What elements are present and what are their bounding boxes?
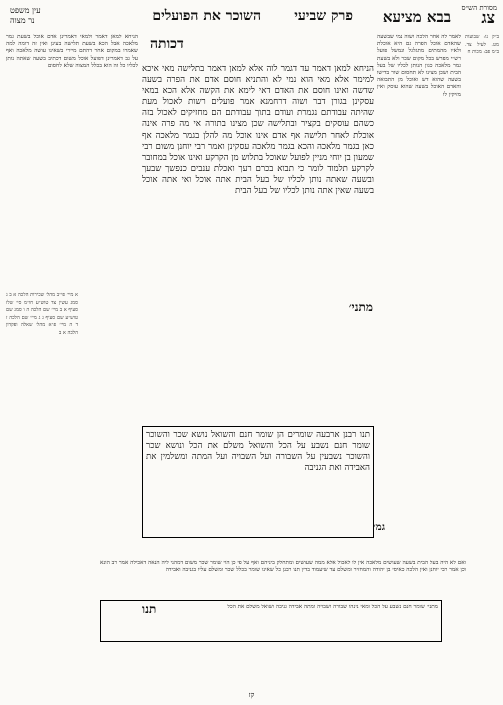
masoret-text: ב״ק נו: שבועות מט. לעיל צד. ב״מ פב: מכות ח — [465, 34, 499, 56]
chapter-number: פרק שביעי — [294, 8, 353, 24]
keyword-dibur: דכותה — [150, 36, 184, 52]
rashi-text: לאמר לה אחר הלכה ושוה נמי שבשעה שהאדם אוכל הפרה גם היא אוכלת ולאיו מהמתים מתגלגל ונמשל פועל רש״י מפרש בכל מקום שכר ולא בשעת גמר מלאכה כגון הנותן לכליו של בעל הבית ושכן מצינו לא תחסום שור בדישו בשעה שהוא דש ואוכל מן התבואה והאדם האוכל בשעה שהוא עוסק ואין מזיקין לו — [377, 34, 461, 98]
boxed-baraita-inner — [146, 430, 370, 534]
tosafot-column — [6, 34, 138, 284]
boxed-mishna-text: מתני׳ שומר חנם נשבע על הכל ומאי נינהו שבורה ושבויה ומתה אבידה גניבה ושואל משלם את הכל — [227, 604, 438, 610]
masoret-hashas-title: מסורת הש״ס — [461, 4, 497, 12]
lower-commentary-text: ואם לא היה בעל הבית בשעה שעושים מלאכה אין לו לאכול אלא ממה שעושים ומתחלק ביניהם ואף על פי כן הוי שומר שכר משום דמהני ליה הנאה דאכילה אמר רב הונא וכן אמר רבי יוחנן ואין הלכה כאיסי בן יהודה והמחזיר ומשלם עד שיעמוד בדין תנו רבנן כל שאינו שומר בכלל שכר ומשלם עליו בגניבה ואבידה — [100, 560, 466, 574]
boxed-baraita-text: תנו רבנן ארבעה שומרים הן שומר חנם והשואל נושא שכר והשוכר שומר חנם נשבע על הכל והשואל משלם את הכל ונושא שכר והשוכר נשבעין על השבורה ועל השבויה ועל המתה ומשלמין את האבידה ואת הגניבה — [146, 430, 370, 474]
gemara-text: הניחא למאן דאמר עד דגמר לוה אלא למאן דאמר בתלישה מאי איכא למימר אלא מאי הוא נמי לא והתניא חוסם אדם את הפרה בשעה שדשה ואינו חוסם את האדם דאי לימא את הקשה אלא הכא במאי עסקינן בגורן דבר ושוה דרחמנא אמר פועלים רשות לאכול מעת שהיתה עבודתם נגמרת ועודם בתוך עבודתם הם מחזיקים לאכול בזה כשהם עוסקים בקציר ובתלישה שכן מצינו בתורה אי מה פרה אינה אוכלת לאחר תלישה אף אדם אינו אוכל מה להלן בגמר מלאכה אף כאן בגמר מלאכה והכא בגמר מלאכה עסקינן ואמר רבי יוחנן משום רבי שמעון בן יוחי מניין לפועל שאוכל בתלוש מן הקרקע ואינו אוכל במחובר לקרקע תלמוד לומר כי תבוא בכרם רעך ואכלת ענבים כנפשך שבעך ובשעה שאתה נותן לכליו של בעל הבית אתה אוכל ואי אתה אוכל בשעה שאין אתה נותן לכליו של בעל הבית — [142, 64, 374, 197]
boxed-baraita — [142, 426, 374, 538]
daf-number: צג — [481, 8, 495, 27]
masechet-title: בבא מציעא — [382, 8, 451, 26]
ein-mishpat-title: עין משפט — [10, 6, 41, 15]
ner-mitzva-title: נר מצוה — [10, 16, 35, 25]
page-footer: קז — [248, 691, 255, 699]
page-header — [0, 4, 503, 32]
rashi-column — [377, 34, 461, 614]
keyword-mishna: מתני׳ — [348, 300, 373, 314]
keyword-gemara: גמ׳ — [373, 522, 385, 533]
masoret-column — [465, 34, 499, 434]
keyword-tanu: תנו — [142, 602, 157, 616]
chapter-name: השוכר את הפועלים — [152, 8, 261, 24]
ein-mishpat-text: א מיי׳ פי״ב מהל׳ שכירות הלכה א ב ג סמג עשין צד טוש״ע חו״מ סי׳ שלז סעיף א ב מיי׳ שם הלכה ה ו סמג שם טוש״ע שם סעיף ג ג מיי׳ שם הלכה ז ד ה מיי׳ פ״א מהל׳ שאלה ופקדון הלכה א ב — [6, 292, 78, 336]
tosafot-text: הניחא למאן דאמר ולמאי דאמרינן אדם אוכל בשעת גמר מלאכה אבל הכא בשעת תלישה בעינן ואין זה דומה למה שאמרו במקום אחר דהתם מיירי בשאינו עושה מלאכה ואף על גב דאמרינן דפועל אוכל משום דכתיב בשעה שאתה נותן לכליו כל זה הוא בכלל המצוה שלא לחסום — [6, 34, 138, 69]
ein-mishpat-column — [6, 292, 78, 622]
